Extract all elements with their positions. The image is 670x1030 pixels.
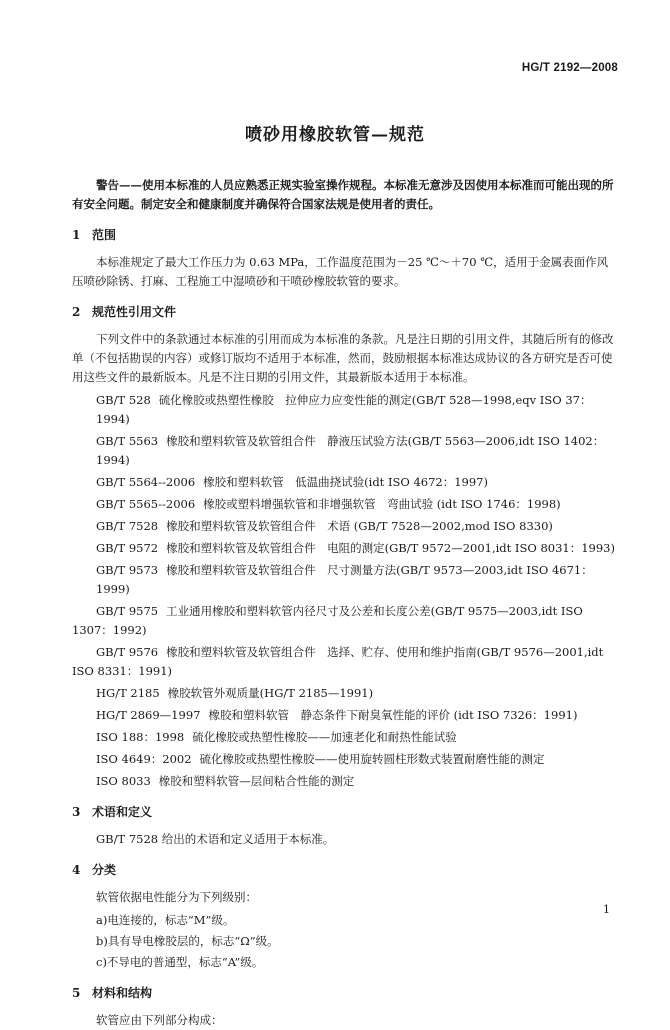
section-number: 4 [72, 863, 81, 877]
reference-text: 橡胶和塑料软管 静态条件下耐臭氧性能的评价 (idt ISO 7326：1991) [208, 708, 578, 722]
reference-code: GB/T 9572 [96, 541, 159, 555]
reference-code: HG/T 2185 [96, 686, 160, 700]
reference-code: ISO 188：1998 [96, 730, 185, 744]
reference-text: 橡胶和塑料软管及软管组合件 尺寸测量方法(GB/T 9573—2003,idt ISO 4671：1999) [96, 563, 593, 596]
reference-item [72, 561, 618, 599]
reference-code: GB/T 9575 [96, 604, 159, 618]
reference-text: 橡胶和塑料软管—层间粘合性能的测定 [158, 774, 355, 788]
section-number: 2 [72, 305, 81, 319]
section-number: 3 [72, 805, 81, 819]
reference-item [72, 391, 618, 429]
reference-item [72, 750, 618, 769]
reference-text: 橡胶和塑料软管及软管组合件 选择、贮存、使用和维护指南(GB/T 9576—2001,idt ISO 8331：1991) [72, 645, 604, 678]
reference-item [72, 602, 618, 640]
terms-paragraph: GB/T 7528 给出的术语和定义适用于本标准。 [96, 832, 335, 846]
materials-paragraph: 软管应由下列部分构成： [96, 1013, 223, 1027]
section-title: 范围 [92, 228, 117, 242]
classification-item: a)电连接的，标志“M”级。 [96, 913, 235, 927]
reference-code: GB/T 5563 [96, 434, 159, 448]
reference-item [72, 517, 618, 536]
document-title: 喷砂用橡胶软管—规范 [245, 125, 425, 145]
reference-code: GB/T 9576 [96, 645, 159, 659]
section-number: 1 [72, 228, 81, 242]
section-5-heading [72, 984, 618, 1003]
reference-text: 硫化橡胶或热塑性橡胶——加速老化和耐热性能试验 [192, 730, 457, 744]
reference-code: GB/T 7528 [96, 519, 159, 533]
reference-code: HG/T 2869—1997 [96, 708, 201, 722]
references-intro: 下列文件中的条款通过本标准的引用而成为本标准的条款。凡是注日期的引用文件，其随后所有的修改单（不包括勘误的内容）或修订版均不适用于本标准，然而，鼓励根据本标准达成协议的各方研究是否可使用这些文件的最新版本。凡是不注日期的引用文件，其最新版本适用于本标准。 [72, 332, 614, 384]
reference-list [72, 391, 618, 791]
reference-text: 工业通用橡胶和塑料软管内径尺寸及公差和长度公差(GB/T 9575—2003,idt ISO 1307：1992) [72, 604, 583, 637]
classification-item: b)具有导电橡胶层的，标志“Ω”级。 [96, 934, 279, 948]
classification-list [96, 911, 618, 972]
reference-item [72, 473, 618, 492]
reference-text: 硫化橡胶或热塑性橡胶 拉伸应力应变性能的测定(GB/T 528—1998,eqv ISO 37：1994) [96, 393, 592, 426]
warning-paragraph: 警告——使用本标准的人员应熟悉正规实验室操作规程。本标准无意涉及因使用本标准而可能出现的所有安全问题。制定安全和健康制度并确保符合国家法规是使用者的责任。 [72, 178, 614, 211]
reference-item [72, 432, 618, 470]
section-title: 材料和结构 [92, 986, 153, 1000]
classification-item: c)不导电的普通型，标志“A”级。 [96, 955, 264, 969]
section-1-heading [72, 226, 618, 245]
reference-code: GB/T 5564--2006 [96, 475, 196, 489]
reference-code: GB/T 5565--2006 [96, 497, 196, 511]
scope-paragraph: 本标准规定了最大工作压力为 0.63 MPa，工作温度范围为－25 ℃～＋70 ℃，适用于金属表面作风压喷砂除锈、打麻、工程施工中湿喷砂和干喷砂橡胶软管的要求。 [72, 255, 609, 288]
document-body [72, 166, 618, 1030]
section-3-heading [72, 803, 618, 822]
section-4-heading [72, 861, 618, 880]
reference-text: 橡胶和塑料软管及软管组合件 电阻的测定(GB/T 9572—2001,idt ISO 8031：1993) [166, 541, 615, 555]
reference-item [72, 728, 618, 747]
page-number: 1 [603, 903, 610, 916]
standard-code: HG/T 2192—2008 [521, 62, 618, 74]
reference-code: ISO 8033 [96, 774, 151, 788]
reference-item [72, 772, 618, 791]
section-2-heading [72, 303, 618, 322]
reference-item [72, 495, 618, 514]
reference-item [72, 643, 618, 681]
classification-intro: 软管依据电性能分为下列级别： [96, 890, 257, 904]
reference-text: 橡胶和塑料软管及软管组合件 术语 (GB/T 7528—2002,mod ISO 8330) [166, 519, 553, 533]
reference-item [72, 539, 618, 558]
reference-text: 橡胶和塑料软管 低温曲挠试验(idt ISO 4672：1997) [203, 475, 488, 489]
section-title: 规范性引用文件 [92, 305, 177, 319]
reference-item [72, 684, 618, 703]
reference-text: 硫化橡胶或热塑性橡胶——使用旋转圆柱形数式装置耐磨性能的测定 [199, 752, 545, 766]
reference-text: 橡胶或塑料增强软管和非增强软管 弯曲试验 (idt ISO 1746：1998) [203, 497, 561, 511]
reference-code: GB/T 9573 [96, 563, 159, 577]
reference-item [72, 706, 618, 725]
reference-code: ISO 4649：2002 [96, 752, 192, 766]
reference-text: 橡胶和塑料软管及软管组合件 静液压试验方法(GB/T 5563—2006,idt ISO 1402：1994) [96, 434, 605, 467]
section-title: 分类 [92, 863, 117, 877]
reference-code: GB/T 528 [96, 393, 151, 407]
section-number: 5 [72, 986, 81, 1000]
section-title: 术语和定义 [92, 805, 153, 819]
reference-text: 橡胶软管外观质量(HG/T 2185—1991) [167, 686, 374, 700]
